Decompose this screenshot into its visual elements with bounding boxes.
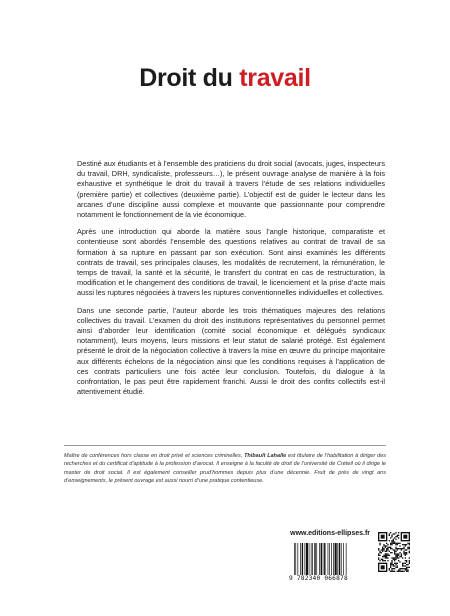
isbn-barcode: [289, 543, 370, 585]
blurb-paragraph: Dans une seconde partie, l’auteur aborde les trois thématiques majeures des relations collectives du travail. L’examen du droit des institutions représentatives du personnel permet ainsi d’aborder leur identification (comité social économique et délégués syndicaux notamment), leurs moyens, leurs missions et leur statut de salarié protégé. Est également présenté le droit de la négociation collective à travers la mise en œuvre du principe majoritaire aux différents échelons de la négociation ainsi que les conditions requises à l’application de ces contrats particuliers une fois actée leur conclusion. Toutefois, du dialogue à la confrontation, le pas peut être rapidement franchi. Aussi le droit des confits collectifs est-il attentivement étudié.: [77, 305, 385, 397]
publisher-website: www.editions-ellipses.fr: [290, 530, 370, 537]
blurb-paragraph: Destiné aux étudiants et à l’ensemble des praticiens du droit social (avocats, juges, inspecteurs du travail, DRH, syndicaliste, professeurs…), le présent ouvrage analyse de manière à la fois exhaustive et synthétique le droit du travail à travers l’étude de ses relations individuelles (première partie) et collectives (deuxième partie). L’objectif est de guider le lecteur dans les arcanes d’une discipline aussi complexe et mouvante que passionnante pour comprendre notamment le fonctionnement de la vie économique.: [77, 159, 385, 220]
back-cover-blurb: [77, 159, 385, 404]
blurb-paragraph: Après une introduction qui aborde la matière sous l’angle historique, comparatiste et contentieuse sont abordés l’ensemble des questions relatives au contrat de travail de sa formation à sa rupture en passant par son exécution. Sont ainsi examinés les différents contrats de travail, ses principales clauses, les modalités de recrutement, la rémunération, le temps de travail, la santé et la sécurité, le transfert du contrat en cas de restructuration, la modification et le changement des conditions de travail, le licenciement et la prise d’acte mais aussi les ruptures négociées à travers les ruptures conventionnelles individuelles et collectives.: [77, 227, 385, 298]
author-name: Thibault Lahalle: [244, 453, 287, 459]
title-part-travail: travail: [239, 64, 311, 92]
book-title: [0, 64, 450, 93]
bio-text-end: est titulaire de l’habilitation à diriger des recherches et du certificat d’aptitude à la profession d’avocat. Il enseigne à la faculté de droit de l’université de Créteil où il dirige le master de droit social. Il est également conseiller prud’hommes depuis plus d’une décennie. Fruit de près de vingt ans d’enseignements, le présent ouvrage est aussi nourri d’une pratique contentieuse.: [64, 453, 386, 484]
bio-text-start: Maître de conférences hors classe en droit privé et sciences criminelles,: [64, 453, 245, 459]
barcode-bars: [292, 543, 370, 575]
divider-line: [64, 445, 386, 446]
author-bio: [64, 452, 386, 485]
title-part-droit-du: Droit du: [139, 64, 240, 92]
qr-code-icon: [378, 532, 410, 572]
isbn-number: 9 782340 066878: [289, 575, 348, 582]
